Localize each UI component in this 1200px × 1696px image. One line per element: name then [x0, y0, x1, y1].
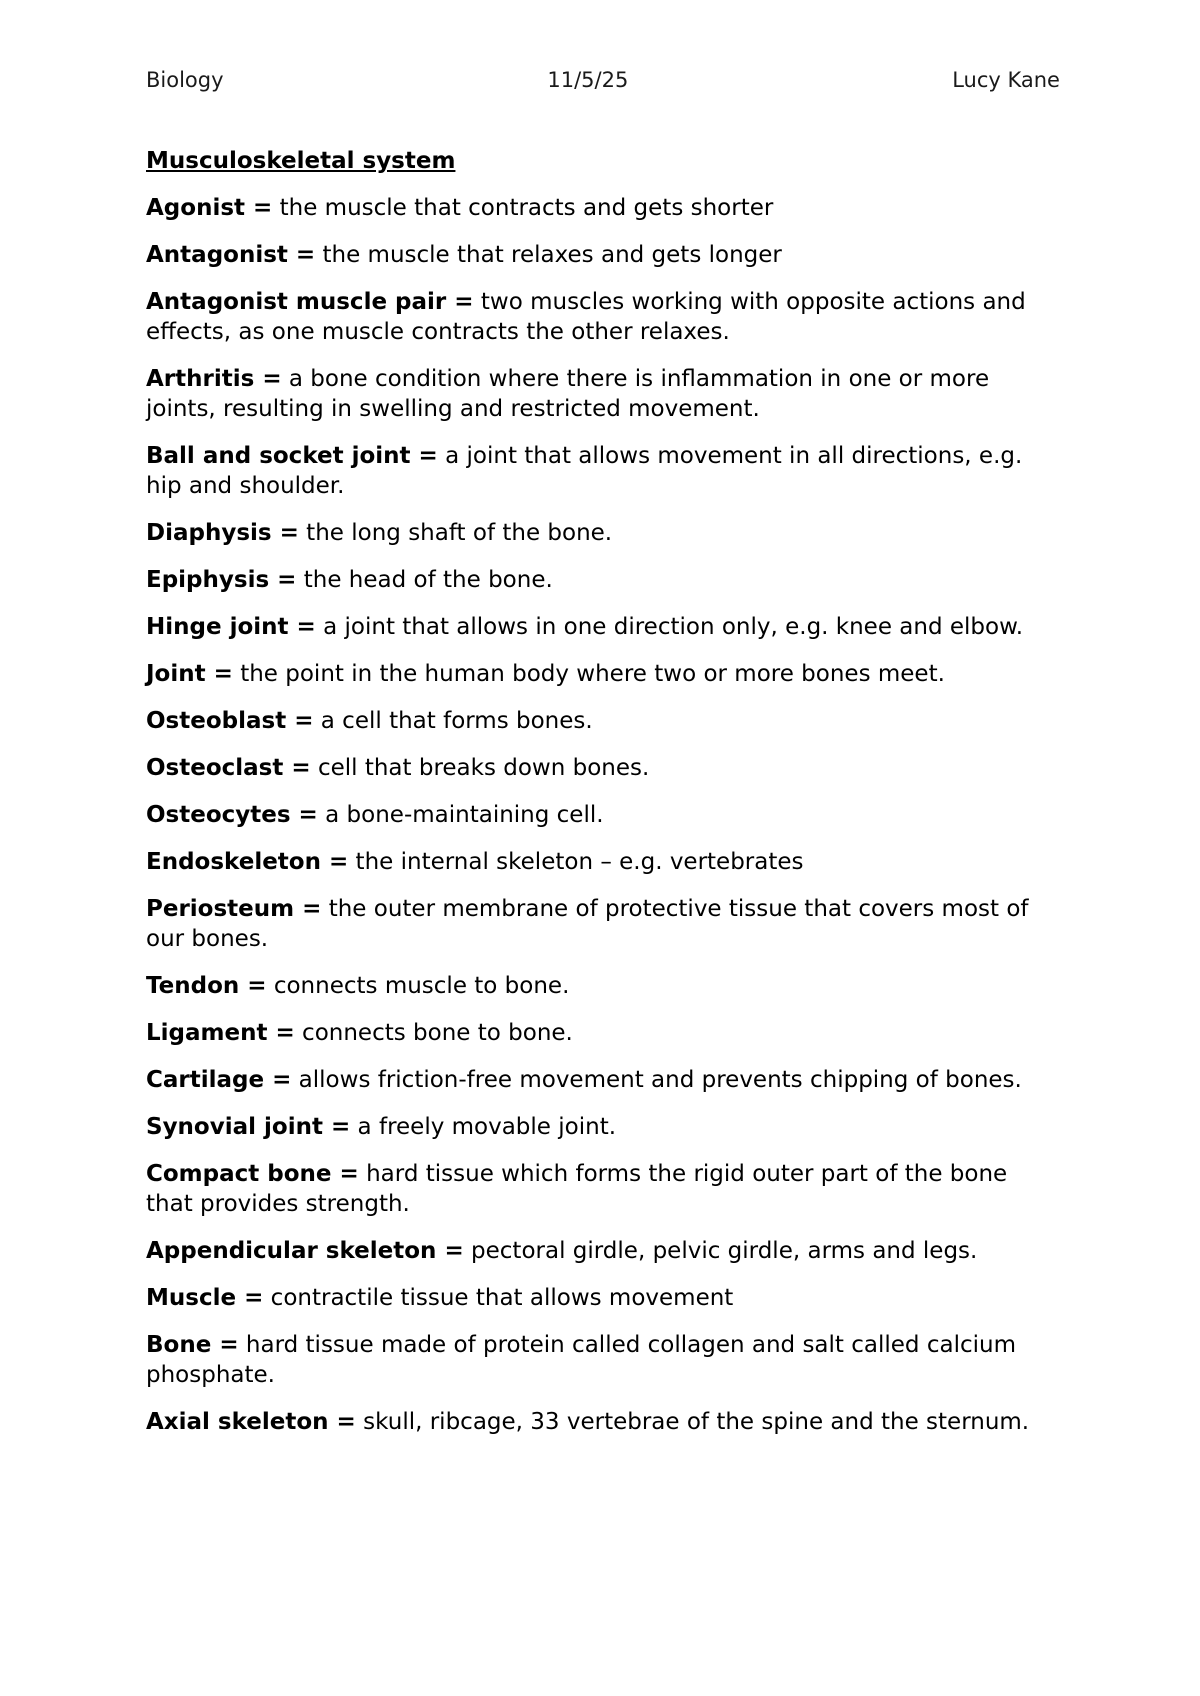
definition-text: the muscle that contracts and gets shorter [272, 195, 774, 221]
definition-entry [146, 706, 1060, 736]
definition-term: Muscle = [146, 1285, 264, 1311]
definition-entry [146, 1112, 1060, 1142]
header-subject: Biology [146, 68, 224, 92]
definition-text: the head of the bone. [296, 567, 553, 593]
definition-text: connects bone to bone. [294, 1020, 573, 1046]
definition-term: Axial skeleton = [146, 1409, 356, 1435]
definition-term: Joint = [146, 661, 233, 687]
definition-text: skull, ribcage, 33 vertebrae of the spine and the sternum. [355, 1409, 1030, 1435]
definition-term: Appendicular skeleton = [146, 1238, 464, 1264]
definition-text: a joint that allows in one direction only, e.g. knee and elbow. [315, 614, 1024, 640]
definition-text: pectoral girdle, pelvic girdle, arms and legs. [463, 1238, 978, 1264]
definition-term: Tendon = [146, 973, 267, 999]
document-page [146, 68, 1060, 1437]
definition-text: a freely movable joint. [350, 1114, 617, 1140]
header-author: Lucy Kane [952, 68, 1060, 92]
definition-entry [146, 518, 1060, 548]
definition-text: the outer membrane of protective tissue that covers most of our bones. [146, 896, 1029, 952]
definition-entry [146, 1407, 1060, 1437]
definition-entry [146, 287, 1060, 347]
definition-term: Bone = [146, 1332, 239, 1358]
definition-term: Synovial joint = [146, 1114, 351, 1140]
definition-text: a bone condition where there is inflammation in one or more joints, resulting in swelling and restricted movement. [146, 366, 990, 422]
definitions-list [146, 193, 1060, 1437]
definition-text: hard tissue which forms the rigid outer part of the bone that provides strength. [146, 1161, 1008, 1217]
definition-term: Agonist = [146, 195, 273, 221]
definition-entry [146, 1065, 1060, 1095]
definition-text: two muscles working with opposite actions and effects, as one muscle contracts the other relaxes. [146, 289, 1026, 345]
document-title: Musculoskeletal system [146, 148, 456, 174]
definition-text: a cell that forms bones. [313, 708, 593, 734]
definition-term: Endoskeleton = [146, 849, 349, 875]
definition-entry [146, 1330, 1060, 1390]
definition-term: Arthritis = [146, 366, 282, 392]
definition-term: Ball and socket joint = [146, 443, 438, 469]
definition-entry [146, 240, 1060, 270]
definition-entry [146, 364, 1060, 424]
definition-text: a joint that allows movement in all directions, e.g. hip and shoulder. [146, 443, 1023, 499]
definition-text: connects muscle to bone. [266, 973, 570, 999]
definition-term: Osteoclast = [146, 755, 311, 781]
definition-text: hard tissue made of protein called collagen and salt called calcium phosphate. [146, 1332, 1016, 1388]
definition-text: the muscle that relaxes and gets longer [315, 242, 782, 268]
definition-text: contractile tissue that allows movement [263, 1285, 734, 1311]
definition-text: the point in the human body where two or more bones meet. [232, 661, 945, 687]
definition-term: Diaphysis = [146, 520, 299, 546]
definition-entry [146, 612, 1060, 642]
definition-entry [146, 1236, 1060, 1266]
definition-entry [146, 894, 1060, 954]
header-date: 11/5/25 [547, 68, 629, 92]
definition-term: Antagonist muscle pair = [146, 289, 474, 315]
definition-text: the internal skeleton – e.g. vertebrates [348, 849, 804, 875]
definition-term: Epiphysis = [146, 567, 297, 593]
definition-term: Osteoblast = [146, 708, 314, 734]
definition-text: a bone-maintaining cell. [317, 802, 604, 828]
definition-entry [146, 193, 1060, 223]
definition-entry [146, 1018, 1060, 1048]
definition-entry [146, 659, 1060, 689]
definition-entry [146, 847, 1060, 877]
definition-term: Periosteum = [146, 896, 322, 922]
definition-term: Compact bone = [146, 1161, 359, 1187]
definition-entry [146, 971, 1060, 1001]
definition-term: Osteocytes = [146, 802, 318, 828]
definition-term: Ligament = [146, 1020, 295, 1046]
definition-entry [146, 441, 1060, 501]
definition-entry [146, 800, 1060, 830]
page-header [146, 68, 1060, 98]
definition-entry [146, 1283, 1060, 1313]
definition-term: Cartilage = [146, 1067, 292, 1093]
definition-text: allows friction-free movement and prevents chipping of bones. [291, 1067, 1022, 1093]
definition-entry [146, 753, 1060, 783]
definition-text: cell that breaks down bones. [310, 755, 650, 781]
definition-term: Antagonist = [146, 242, 316, 268]
definition-entry [146, 1159, 1060, 1219]
definition-text: the long shaft of the bone. [298, 520, 613, 546]
definition-term: Hinge joint = [146, 614, 316, 640]
definition-entry [146, 565, 1060, 595]
